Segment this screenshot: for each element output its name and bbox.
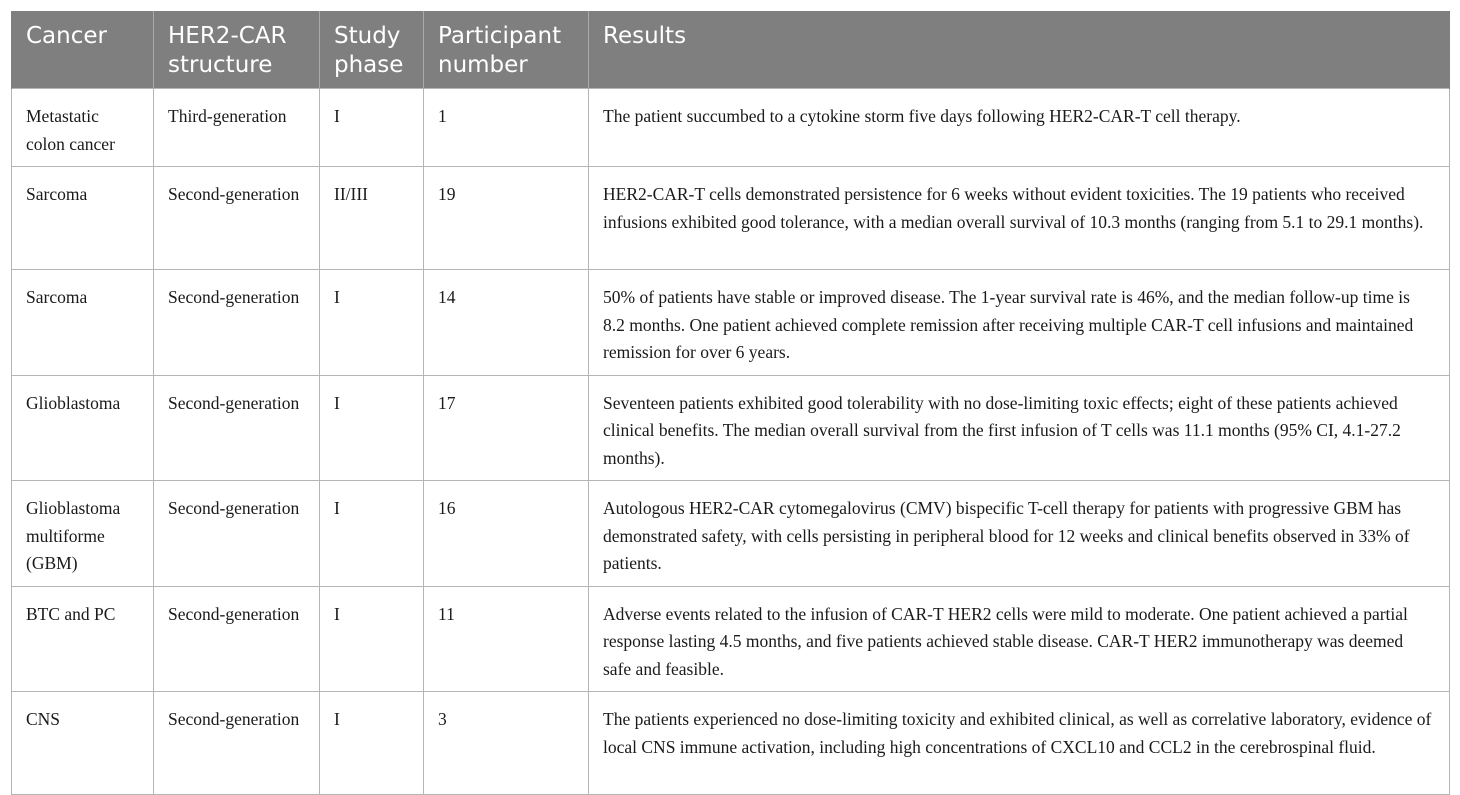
cell-phase: I (320, 692, 424, 795)
table-row (12, 375, 1450, 481)
cell-results: The patient succumbed to a cytokine storm five days following HER2-CAR-T cell therapy. (589, 89, 1450, 167)
cell-cancer: Sarcoma (12, 167, 154, 270)
cell-phase: I (320, 270, 424, 376)
cell-participants: 14 (424, 270, 589, 376)
cell-results: Seventeen patients exhibited good tolerability with no dose-limiting toxic effects; eight of these patients achieved clinical benefits. The median overall survival from the first infusion of T cells was 11.1 months (95% CI, 4.1-27.2 months). (589, 375, 1450, 481)
column-header-participants: Participant number (424, 11, 589, 89)
cell-participants: 1 (424, 89, 589, 167)
table-row (12, 481, 1450, 587)
table-row (12, 270, 1450, 376)
cell-structure: Second-generation (154, 481, 320, 587)
cell-results: HER2-CAR-T cells demonstrated persistence for 6 weeks without evident toxicities. The 19 patients who received infusions exhibited good tolerance, with a median overall survival of 10.3 months (ranging from 5.1 to 29.1 months). (589, 167, 1450, 270)
cell-results: 50% of patients have stable or improved disease. The 1-year survival rate is 46%, and the median follow-up time is 8.2 months. One patient achieved complete remission after receiving multiple CAR-T cell infusions and maintained remission for over 6 years. (589, 270, 1450, 376)
cell-results: Adverse events related to the infusion of CAR-T HER2 cells were mild to moderate. One patient achieved a partial response lasting 4.5 months, and five patients achieved stable disease. CAR-T HER2 immunotherapy was deemed safe and feasible. (589, 586, 1450, 692)
cell-structure: Second-generation (154, 586, 320, 692)
her2-car-trials-table (11, 11, 1450, 795)
cell-phase: I (320, 481, 424, 587)
cell-cancer: Sarcoma (12, 270, 154, 376)
column-header-phase: Study phase (320, 11, 424, 89)
column-header-structure: HER2-CAR structure (154, 11, 320, 89)
cell-cancer: Metastatic colon cancer (12, 89, 154, 167)
cell-structure: Second-generation (154, 270, 320, 376)
header-row (12, 11, 1450, 89)
cell-cancer: Glioblastoma multiforme (GBM) (12, 481, 154, 587)
cell-participants: 16 (424, 481, 589, 587)
cell-cancer: BTC and PC (12, 586, 154, 692)
column-header-results: Results (589, 11, 1450, 89)
cell-cancer: Glioblastoma (12, 375, 154, 481)
cell-participants: 17 (424, 375, 589, 481)
data-table-container (11, 11, 1449, 795)
cell-cancer: CNS (12, 692, 154, 795)
cell-participants: 11 (424, 586, 589, 692)
table-row (12, 692, 1450, 795)
table-row (12, 586, 1450, 692)
table-header (12, 11, 1450, 89)
cell-structure: Second-generation (154, 167, 320, 270)
cell-results: The patients experienced no dose-limiting toxicity and exhibited clinical, as well as correlative laboratory, evidence of local CNS immune activation, including high concentrations of CXCL10 and CCL2 in the cerebrospinal fluid. (589, 692, 1450, 795)
cell-participants: 3 (424, 692, 589, 795)
table-row (12, 89, 1450, 167)
cell-structure: Third-generation (154, 89, 320, 167)
cell-participants: 19 (424, 167, 589, 270)
cell-phase: II/III (320, 167, 424, 270)
cell-structure: Second-generation (154, 375, 320, 481)
cell-phase: I (320, 586, 424, 692)
column-header-cancer: Cancer (12, 11, 154, 89)
cell-results: Autologous HER2-CAR cytomegalovirus (CMV) bispecific T-cell therapy for patients with progressive GBM has demonstrated safety, with cells persisting in peripheral blood for 12 weeks and clinical benefits observed in 33% of patients. (589, 481, 1450, 587)
cell-phase: I (320, 375, 424, 481)
cell-phase: I (320, 89, 424, 167)
table-body (12, 89, 1450, 795)
table-row (12, 167, 1450, 270)
cell-structure: Second-generation (154, 692, 320, 795)
